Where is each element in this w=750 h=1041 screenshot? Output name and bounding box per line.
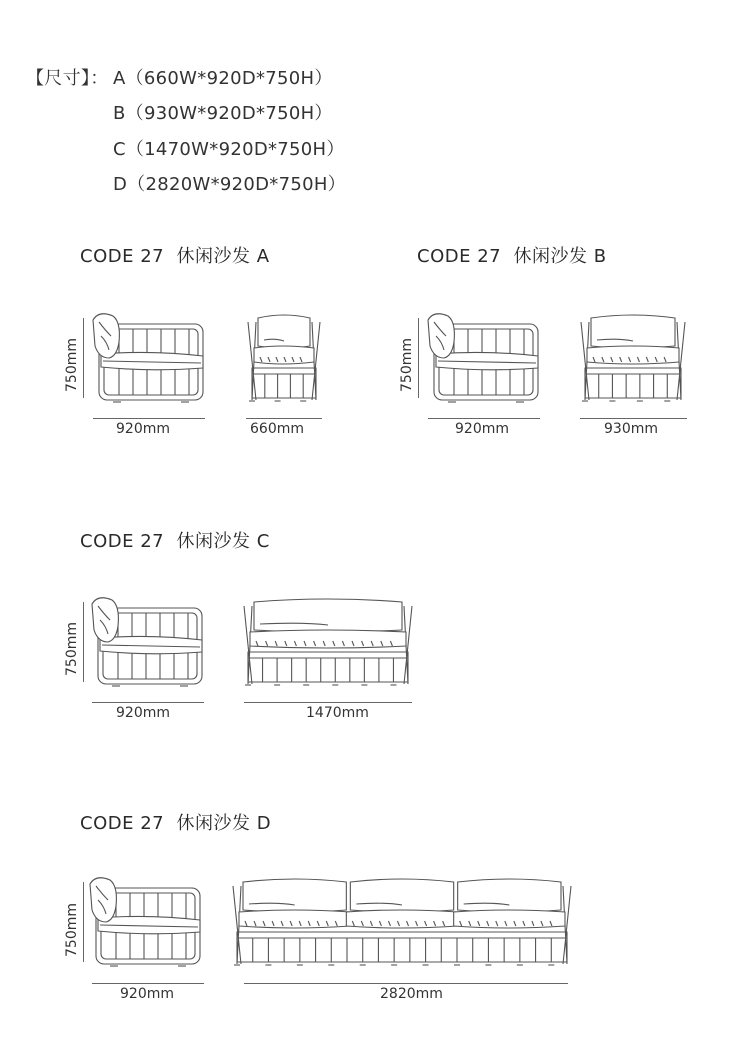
depth-label-d: 920mm (120, 986, 174, 1002)
spec-line-d: D（2820W*920D*750H） (113, 174, 346, 195)
spec-line-b: B（930W*920D*750H） (113, 103, 333, 124)
height-label-b: 750mm (399, 338, 415, 392)
section-title-d: CODE 27 休闲沙发 D (80, 813, 272, 834)
height-label-a: 750mm (64, 338, 80, 392)
depth-label-c: 920mm (116, 705, 170, 721)
spec-line-c: C（1470W*920D*750H） (113, 139, 345, 160)
depth-line-a (93, 418, 205, 419)
sofa-side-view-icon (88, 876, 203, 968)
width-label-b: 930mm (604, 421, 658, 437)
depth-label-a: 920mm (116, 421, 170, 437)
height-label-c: 750mm (64, 622, 80, 676)
depth-line-d (92, 983, 204, 984)
width-line-b (580, 418, 687, 419)
height-line-c (83, 602, 84, 682)
height-line-d (83, 882, 84, 962)
section-title-b: CODE 27 休闲沙发 B (417, 246, 607, 267)
sofa-side-view-icon (90, 596, 205, 688)
height-label-d: 750mm (64, 903, 80, 957)
section-title-a: CODE 27 休闲沙发 A (80, 246, 270, 267)
spec-line-a: A（660W*920D*750H） (113, 68, 333, 89)
width-line-c (244, 702, 412, 703)
depth-label-b: 920mm (455, 421, 509, 437)
width-label-c: 1470mm (306, 705, 369, 721)
width-line-a (246, 418, 322, 419)
sofa-front-view-icon (229, 874, 575, 968)
depth-line-c (92, 702, 204, 703)
sofa-front-view-icon (240, 594, 416, 688)
height-line-b (418, 318, 419, 398)
width-label-a: 660mm (250, 421, 304, 437)
width-line-d (244, 983, 568, 984)
section-title-c: CODE 27 休闲沙发 C (80, 531, 270, 552)
spec-label: 【尺寸】： (26, 68, 109, 89)
sofa-side-view-icon (426, 312, 541, 404)
depth-line-b (428, 418, 540, 419)
height-line-a (83, 318, 84, 398)
sofa-front-view-icon (244, 310, 324, 404)
width-label-d: 2820mm (380, 986, 443, 1002)
sofa-side-view-icon (91, 312, 206, 404)
sofa-front-view-icon (577, 310, 689, 404)
